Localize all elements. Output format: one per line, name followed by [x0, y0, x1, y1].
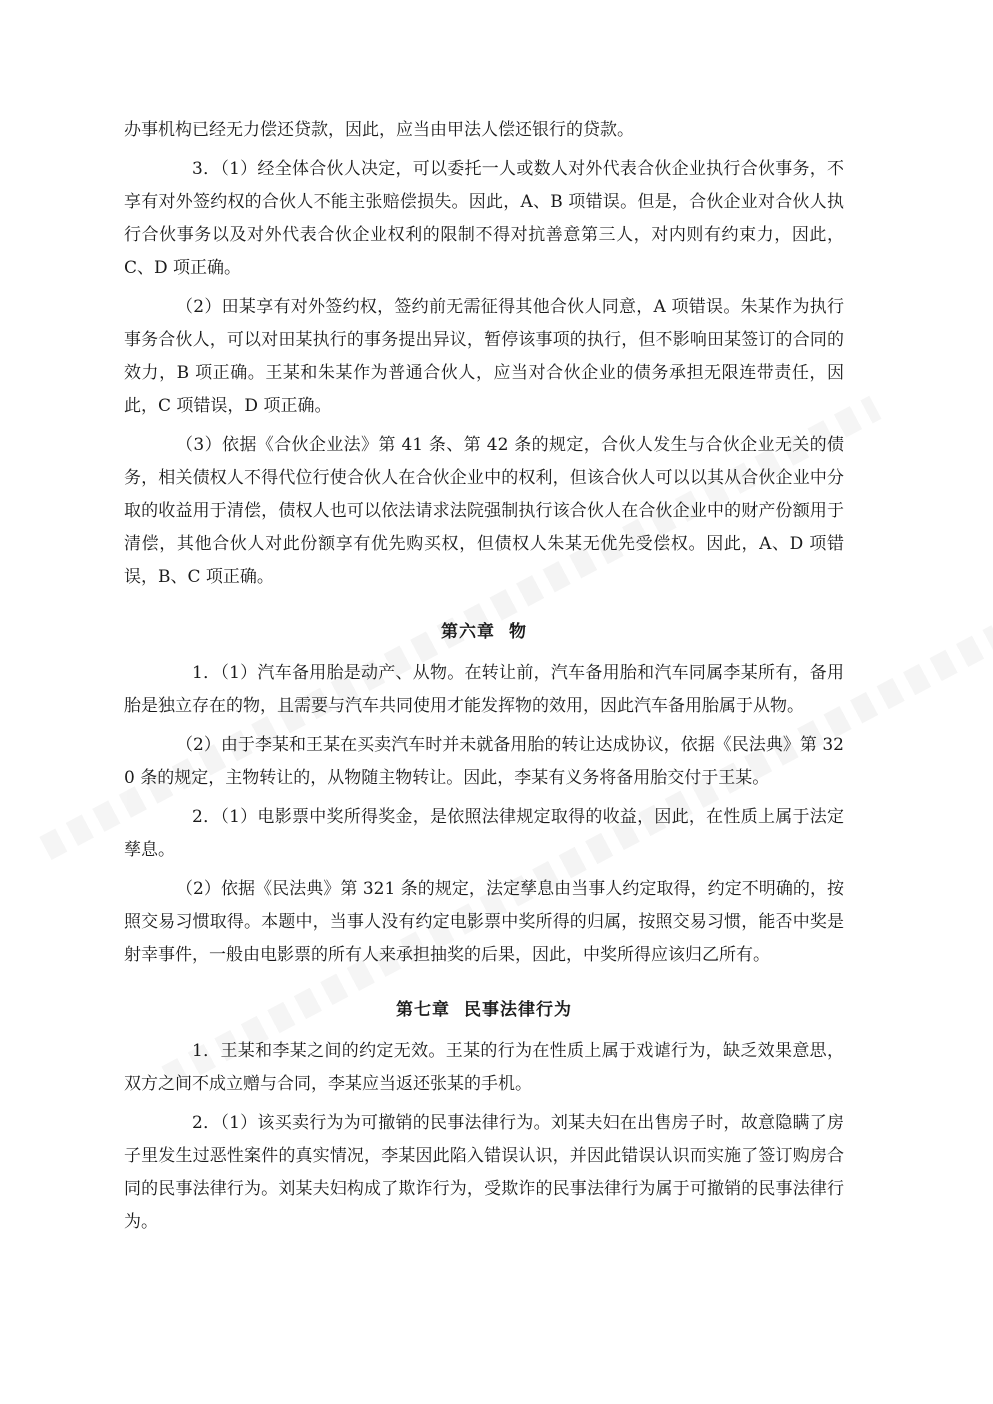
chapter-number: 第七章 — [396, 1000, 450, 1020]
chapter-heading — [124, 994, 844, 1027]
paragraph: （2）田某享有对外签约权，签约前无需征得其他合伙人同意，A 项错误。朱某作为执行事务合伙人，可以对田某执行的事务提出异议，暂停该事项的执行，但不影响田某签订的合同的效力，B 项正确。王某和朱某作为普通合伙人，应当对合伙企业的债务承担无限连带责任，因此，C 项错误，D 项正确。 — [124, 297, 844, 416]
paragraph: 1．（1）汽车备用胎是动产、从物。在转让前，汽车备用胎和汽车同属李某所有，备用胎是独立存在的物，且需要与汽车共同使用才能发挥物的效用，因此汽车备用胎属于从物。 — [124, 663, 844, 716]
paragraph: 2．（1）电影票中奖所得奖金，是依照法律规定取得的收益，因此，在性质上属于法定孳息。 — [124, 807, 844, 860]
chapter-title: 民事法律行为 — [464, 1000, 572, 1020]
paragraph: 3．（1）经全体合伙人决定，可以委托一人或数人对外代表合伙企业执行合伙事务，不享有对外签约权的合伙人不能主张赔偿损失。因此，A、B 项错误。但是，合伙企业对合伙人执行合伙事务以及对外代表合伙企业权利的限制不得对抗善意第三人，对内则有约束力，因此，C、D 项正确。 — [124, 159, 844, 278]
paragraph: 1．王某和李某之间的约定无效。王某的行为在性质上属于戏谑行为，缺乏效果意思，双方之间不成立赠与合同，李某应当返还张某的手机。 — [124, 1041, 844, 1094]
paragraph: 办事机构已经无力偿还贷款，因此，应当由甲法人偿还银行的贷款。 — [124, 120, 634, 140]
paragraph: 2．（1）该买卖行为为可撤销的民事法律行为。刘某夫妇在出售房子时，故意隐瞒了房子里发生过恶性案件的真实情况，李某因此陷入错误认识，并因此错误认识而实施了签订购房合同的民事法律行为。刘某夫妇构成了欺诈行为，受欺诈的民事法律行为属于可撤销的民事法律行为。 — [124, 1113, 844, 1232]
chapter-number: 第六章 — [441, 622, 495, 642]
document-page — [124, 114, 844, 1245]
chapter-title: 物 — [509, 622, 527, 642]
paragraph: （2）依据《民法典》第 321 条的规定，法定孳息由当事人约定取得，约定不明确的，按照交易习惯取得。本题中，当事人没有约定电影票中奖所得的归属，按照交易习惯，能否中奖是射幸事件，一般由电影票的所有人来承担抽奖的后果，因此，中奖所得应该归乙所有。 — [124, 879, 844, 965]
chapter-heading — [124, 616, 844, 649]
paragraph: （3）依据《合伙企业法》第 41 条、第 42 条的规定，合伙人发生与合伙企业无关的债务，相关债权人不得代位行使合伙人在合伙企业中的权利，但该合伙人可以以其从合伙企业中分取的收益用于清偿，债权人也可以依法请求法院强制执行该合伙人在合伙企业中的财产份额用于清偿，其他合伙人对此份额享有优先购买权，但债权人朱某无优先受偿权。因此，A、D 项错误，B、C 项正确。 — [124, 435, 844, 587]
paragraph: （2）由于李某和王某在买卖汽车时并未就备用胎的转让达成协议，依据《民法典》第 320 条的规定，主物转让的，从物随主物转让。因此，李某有义务将备用胎交付于王某。 — [124, 735, 844, 788]
